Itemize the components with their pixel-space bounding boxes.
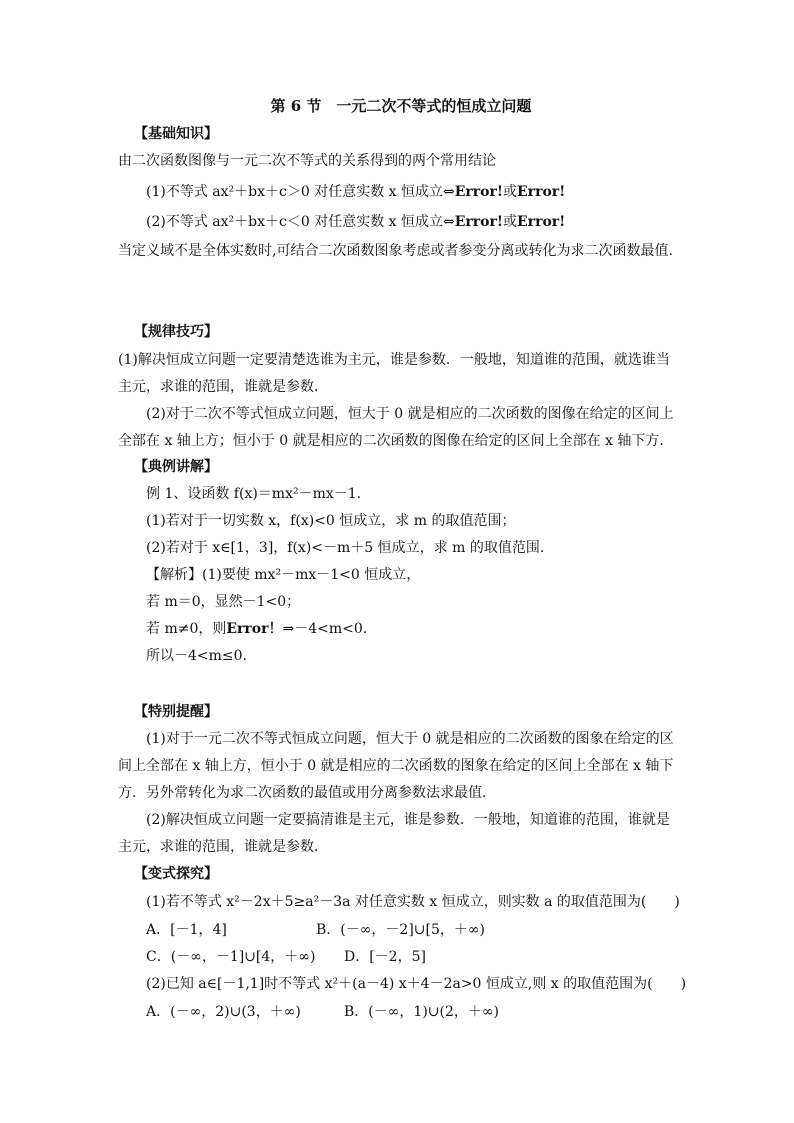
rule-2-error-b: Error! (517, 214, 566, 230)
reminder-p2-line1: (2)解决恒成立问题一定要搞清谁是主元，谁是参数．一般地，知道谁的范围，谁就是 (146, 812, 670, 828)
basics-heading: 【基础知识】 (134, 126, 218, 142)
tips-p1-line2: 主元，求谁的范围，谁就是参数． (118, 379, 328, 395)
example-line-6-suffix: ⇒－4<m<0. (282, 621, 368, 637)
rule-1-error-a: Error! (454, 184, 504, 200)
tips-p2-line1: (2)对于二次不等式恒成立问题，恒大于 0 就是相应的二次函数的图像在给定的区间上 (146, 406, 674, 422)
variant-q1-option-b: B．(－∞，－2]∪[5，＋∞) (316, 922, 486, 938)
reminder-p1-line3: 方．另外常转化为求二次函数的最值或用分离参数法求最值． (118, 785, 496, 801)
example-line-1: 例 1、设函数 f(x)＝mx²－mx－1. (146, 486, 362, 502)
variant-q1-option-d: D．[－2，5] (344, 949, 426, 965)
basics-intro: 由二次函数图像与一元二次不等式的关系得到的两个常用结论 (118, 153, 496, 169)
example-line-3: (2)若对于 x∈[1，3]，f(x)<－m＋5 恒成立，求 m 的取值范围. (146, 540, 545, 556)
example-line-6 (146, 619, 712, 639)
variant-q2-option-b: B．(－∞，1)∪(2，＋∞) (344, 1004, 500, 1020)
example-line-4: 【解析】(1)要使 mx²－mx－1<0 恒成立， (146, 567, 421, 583)
reminder-heading: 【特别提醒】 (134, 704, 218, 720)
example-line-7: 所以－4<m≤0. (146, 648, 248, 664)
variant-q1: (1)若不等式 x²－2x＋5≥a²－3a 对任意实数 x 恒成立，则实数 a 的取值范围为( ) (146, 894, 680, 910)
variant-q1-option-a: A．[－1，4] (146, 922, 227, 938)
tips-heading: 【规律技巧】 (134, 324, 218, 340)
rule-1-text: (1)不等式 ax²＋bx＋c＞0 对任意实数 x 恒成立⇔ (146, 184, 455, 200)
tips-p1-line1: (1)解决恒成立问题一定要清楚选谁为主元，谁是参数．一般地，知道谁的范围，就选谁当 (118, 352, 670, 368)
example-heading: 【典例讲解】 (134, 459, 218, 475)
basics-rule-1 (146, 182, 712, 202)
variant-heading: 【变式探究】 (134, 866, 218, 882)
example-line-6-prefix: 若 m≠0，则 (146, 621, 227, 637)
reminder-p2-line2: 主元，求谁的范围，谁就是参数． (118, 839, 328, 855)
basics-note: 当定义域不是全体实数时,可结合二次函数图象考虑或者参变分离或转化为求二次函数最值. (118, 243, 673, 259)
variant-q2: (2)已知 a∈[－1,1]时不等式 x²＋(a－4) x＋4－2a>0 恒成立,则 x 的取值范围为( ) (146, 976, 687, 992)
variant-q1-option-c: C．(－∞，－1]∪[4，＋∞) (146, 949, 316, 965)
basics-rule-2 (146, 212, 712, 232)
rule-2-error-a: Error! (454, 214, 504, 230)
tips-p2-line2: 全部在 x 轴上方；恒小于 0 就是相应的二次函数的图像在给定的区间上全部在 x 轴下方． (118, 433, 674, 449)
example-line-5: 若 m＝0，显然－1<0； (146, 594, 301, 610)
reminder-p1-line2: 间上全部在 x 轴上方，恒小于 0 就是相应的二次函数的图象在给定的区间上全部在 x 轴下 (118, 758, 674, 774)
variant-q2-option-a: A．(－∞，2)∪(3，＋∞) (146, 1004, 301, 1020)
page-title: 第 6 节 一元二次不等式的恒成立问题 (270, 97, 532, 115)
rule-1-or: 或 (503, 184, 518, 200)
example-line-6-error: Error！ (226, 621, 283, 637)
example-line-2: (1)若对于一切实数 x，f(x)<0 恒成立，求 m 的取值范围； (146, 513, 516, 529)
reminder-p1-line1: (1)对于一元二次不等式恒成立问题，恒大于 0 就是相应的二次函数的图象在给定的区 (146, 731, 674, 747)
rule-2-or: 或 (503, 214, 518, 230)
rule-2-text: (2)不等式 ax²＋bx＋c＜0 对任意实数 x 恒成立⇔ (146, 214, 455, 230)
rule-1-error-b: Error! (517, 184, 566, 200)
